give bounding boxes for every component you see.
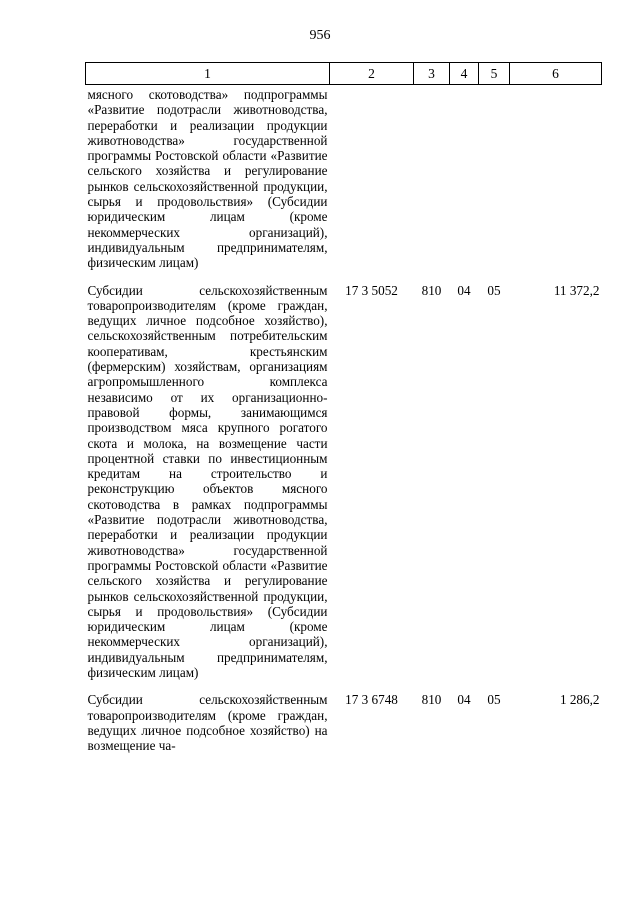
row-col3: 810	[421, 692, 442, 708]
table-body	[86, 85, 602, 754]
header-col-4: 4	[450, 63, 479, 85]
header-col-2: 2	[330, 63, 414, 85]
row-code: 17 3 5052	[345, 282, 398, 298]
header-col-5: 5	[479, 63, 510, 85]
header-col-6: 6	[510, 63, 602, 85]
header-row	[86, 63, 602, 85]
table-row	[86, 271, 602, 681]
row-amount: 1 286,2	[559, 692, 600, 708]
budget-table	[85, 62, 602, 753]
row-col5: 05	[487, 282, 501, 298]
table-header	[86, 63, 602, 85]
header-col-3: 3	[414, 63, 450, 85]
row-col5: 05	[487, 692, 501, 708]
row-col4: 04	[457, 692, 471, 708]
header-col-1: 1	[86, 63, 330, 85]
table-row	[86, 85, 602, 271]
row-col4: 04	[457, 282, 471, 298]
row-col3: 810	[421, 282, 442, 298]
row-col4	[450, 85, 479, 271]
row-col3	[414, 85, 450, 271]
row-col5	[479, 85, 510, 271]
page-number: 956	[309, 28, 331, 43]
row-amount: 11 372,2	[553, 282, 600, 298]
row-description: мясного скотоводства» подпрограммы «Развитие подотрасли животноводства, переработки и реализации продукции животноводства» государственной программы Ростовской области «Развитие сельского хозяйства и регулирование рынков сельскохозяйственной продукции, сырья и продовольствия» (Субсидии юридическим лицам (кроме некоммерческих организаций), индивидуальным предпринимателям, физическим лицам)	[87, 87, 328, 271]
row-description: Субсидии сельскохозяйственным товаропроизводителям (кроме граждан, ведущих личное подсобное хозяйство), сельскохозяйственным потребительским кооперативам, крестьянским (фермерским) хозяйствам, организациям агропромышленного комплекса независимо от их организационно-правовой формы, занимающимся производством мяса крупного рогатого скота и молока, на возмещение части процентной ставки по инвестиционным кредитам на строительство и реконструкцию объектов мясного скотоводства в рамках подпрограммы «Развитие подотрасли животноводства, переработки и реализации продукции животноводства» государственной программы Ростовской области «Развитие сельского хозяйства и регулирование рынков сельскохозяйственной продукции, сырья и продовольствия» (Субсидии юридическим лицам (кроме некоммерческих организаций), индивидуальным предпринимателям, физическим лицам)	[87, 282, 328, 680]
row-code	[330, 85, 414, 271]
table-row	[86, 680, 602, 753]
row-description: Субсидии сельскохозяйственным товаропроизводителям (кроме граждан, ведущих личное подсобное хозяйство) на возмещение ча-	[87, 692, 328, 754]
row-amount	[510, 85, 602, 271]
row-code: 17 3 6748	[345, 692, 398, 708]
